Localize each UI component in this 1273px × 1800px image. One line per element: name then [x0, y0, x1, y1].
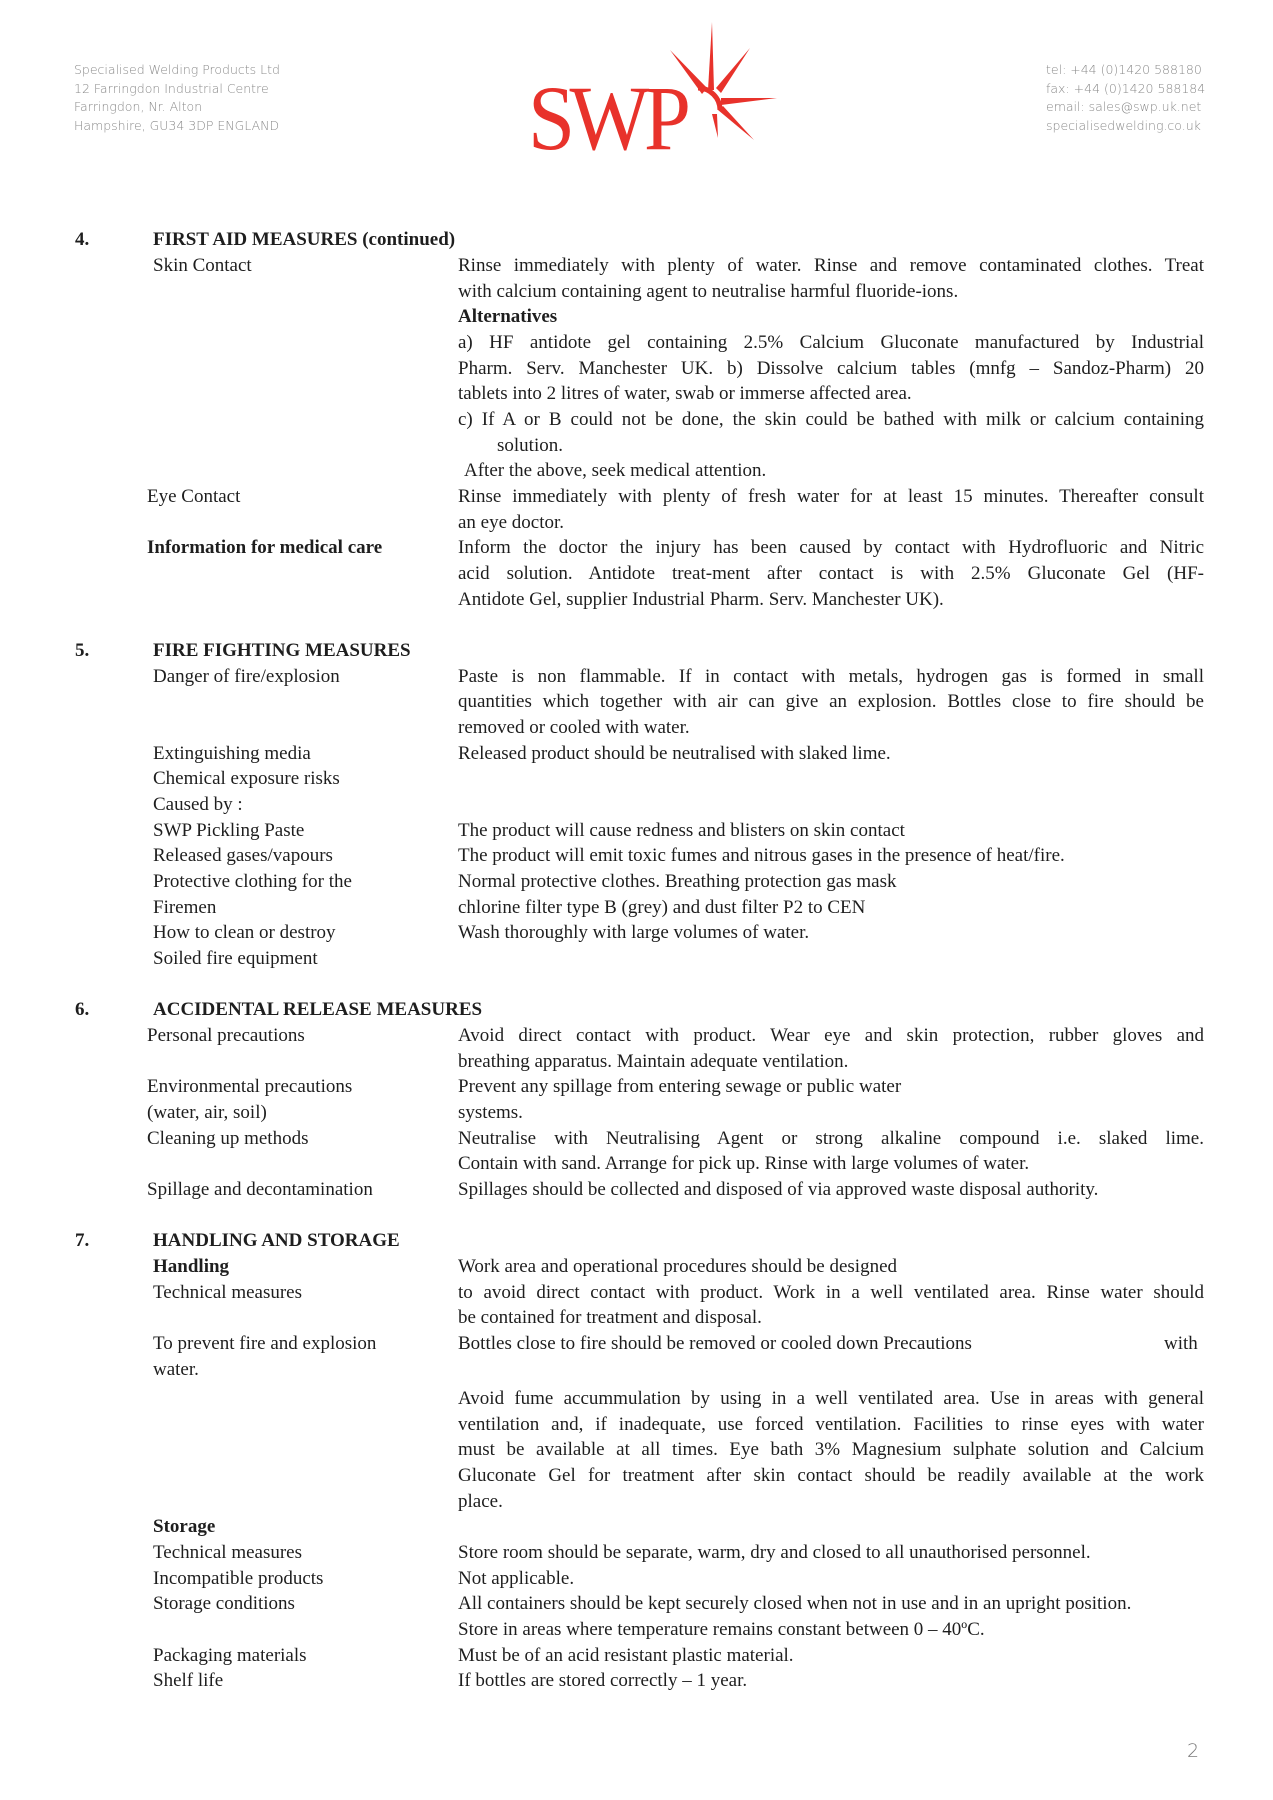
row-value: removed or cooled with water.: [458, 717, 690, 738]
row-label: Packaging materials: [153, 1645, 307, 1666]
logo-text: SWP: [528, 67, 686, 169]
row-label: Personal precautions: [147, 1025, 305, 1046]
row-value: Neutralise with Neutralising Agent or strong alkaline compound i.e. slaked lime.: [458, 1128, 1204, 1149]
row-label: Information for medical care: [147, 537, 383, 558]
section-title: ACCIDENTAL RELEASE MEASURES: [153, 999, 483, 1020]
row-label: Caused by :: [153, 794, 243, 815]
row-label: Storage conditions: [153, 1593, 295, 1614]
row-value: an eye doctor.: [458, 512, 565, 533]
telephone: tel: +44 (0)1420 588180: [1046, 62, 1202, 77]
row-value: Contain with sand. Arrange for pick up. Rinse with large volumes of water.: [458, 1153, 1030, 1174]
row-label: water.: [153, 1359, 199, 1380]
address-line-2: Farringdon, Nr. Alton: [74, 99, 203, 114]
row-value: Avoid fume accummulation by using in a well ventilated area. Use in areas with general: [458, 1388, 1204, 1409]
contact-info: [1046, 61, 1205, 135]
row-label: How to clean or destroy: [153, 922, 336, 943]
section-title: FIRST AID MEASURES (continued): [153, 229, 456, 250]
row-value: Paste is non flammable. If in contact with metals, hydrogen gas is formed in small: [458, 666, 1204, 687]
row-value: be contained for treatment and disposal.: [458, 1307, 762, 1328]
row-value: tablets into 2 litres of water, swab or immerse affected area.: [458, 383, 912, 404]
row-value: Must be of an acid resistant plastic material.: [458, 1645, 794, 1666]
row-value: must be available at all times. Eye bath 3% Magnesium sulphate solution and Calcium: [458, 1439, 1204, 1460]
row-label: SWP Pickling Paste: [153, 820, 305, 841]
row-value: Normal protective clothes. Breathing protection gas mask: [458, 871, 897, 892]
row-value: Wash thoroughly with large volumes of water.: [458, 922, 810, 943]
row-value: Store room should be separate, warm, dry and closed to all unauthorised personnel.: [458, 1542, 1091, 1563]
row-value: Not applicable.: [458, 1568, 575, 1589]
row-value: Antidote Gel, supplier Industrial Pharm. Serv. Manchester UK).: [458, 589, 944, 610]
website-link[interactable]: specialisedwelding.co.uk: [1046, 117, 1201, 133]
fax: fax: +44 (0)1420 588184: [1046, 80, 1206, 96]
row-value: breathing apparatus. Maintain adequate ventilation.: [458, 1051, 849, 1072]
row-value: Rinse immediately with plenty of fresh water for at least 15 minutes. Thereafter consult: [458, 486, 1204, 507]
row-value: Avoid direct contact with product. Wear eye and skin protection, rubber gloves and: [458, 1025, 1204, 1046]
row-value: The product will cause redness and blisters on skin contact: [458, 820, 905, 841]
row-value: Inform the doctor the injury has been caused by contact with Hydrofluoric and Nitric: [458, 537, 1204, 558]
row-value: c) If A or B could not be done, the skin could be bathed with milk or calcium containing: [458, 409, 1204, 430]
row-value: solution.: [497, 435, 563, 456]
row-label: Released gases/vapours: [153, 845, 333, 866]
row-label: Spillage and decontamination: [147, 1179, 373, 1200]
swp-logo: [522, 18, 784, 169]
section-number: 4.: [75, 229, 90, 250]
section-title: HANDLING AND STORAGE: [153, 1230, 400, 1251]
row-label: Protective clothing for the: [153, 871, 352, 892]
subsection-heading: Storage: [153, 1516, 216, 1537]
row-label: Chemical exposure risks: [153, 768, 340, 789]
row-label: Technical measures: [153, 1282, 303, 1303]
row-value: The product will emit toxic fumes and nitrous gases in the presence of heat/fire.: [458, 845, 1065, 866]
row-value: Store in areas where temperature remains constant between 0 – 40ºC.: [458, 1619, 985, 1640]
row-value: Rinse immediately with plenty of water. Rinse and remove contaminated clothes. Treat: [458, 255, 1204, 276]
row-label: Shelf life: [153, 1670, 224, 1691]
row-value: systems.: [458, 1102, 523, 1123]
address-line-3: Hampshire, GU34 3DP ENGLAND: [74, 117, 280, 133]
row-label: Skin Contact: [153, 255, 252, 276]
address-line-1: 12 Farringdon Industrial Centre: [74, 80, 269, 96]
row-label: Environmental precautions: [147, 1076, 353, 1097]
row-value: Work area and operational procedures should be designed: [458, 1256, 898, 1277]
row-value: to avoid direct contact with product. Work in a well ventilated area. Rinse water should: [458, 1282, 1204, 1303]
row-value: with: [1164, 1333, 1198, 1354]
section-number: 6.: [75, 999, 90, 1020]
row-value: Pharm. Serv. Manchester UK. b) Dissolve calcium tables (mnfg – Sandoz-Pharm) 20: [458, 358, 1204, 379]
row-label: Soiled fire equipment: [153, 948, 318, 969]
row-label: Incompatible products: [153, 1568, 324, 1589]
row-value: All containers should be kept securely closed when not in use and in an upright position.: [458, 1593, 1132, 1614]
row-value: ventilation and, if inadequate, use forced ventilation. Facilities to rinse eyes with water: [458, 1414, 1204, 1435]
row-value: chlorine filter type B (grey) and dust filter P2 to CEN: [458, 897, 866, 918]
row-value: Spillages should be collected and disposed of via approved waste disposal authority.: [458, 1179, 1099, 1200]
row-label: Firemen: [153, 897, 217, 918]
section-number: 5.: [75, 640, 90, 661]
row-value: a) HF antidote gel containing 2.5% Calcium Gluconate manufactured by Industrial: [458, 332, 1204, 353]
row-value: Prevent any spillage from entering sewage or public water: [458, 1076, 902, 1097]
row-value: quantities which together with air can give an explosion. Bottles close to fire should be: [458, 691, 1204, 712]
subsection-heading: Handling: [153, 1256, 230, 1277]
row-value: Released product should be neutralised with slaked lime.: [458, 743, 891, 764]
row-label: To prevent fire and explosion: [153, 1333, 377, 1354]
row-label: Cleaning up methods: [147, 1128, 309, 1149]
row-label: Technical measures: [153, 1542, 303, 1563]
company-name: Specialised Welding Products Ltd: [74, 62, 280, 77]
row-value: place.: [458, 1491, 503, 1512]
email-link[interactable]: email: sales@swp.uk.net: [1046, 99, 1202, 114]
row-label: Eye Contact: [147, 486, 241, 507]
section-title: FIRE FIGHTING MEASURES: [153, 640, 411, 661]
row-value: Bottles close to fire should be removed or cooled down Precautions: [458, 1333, 972, 1354]
row-value: After the above, seek medical attention.: [464, 460, 767, 481]
row-label: (water, air, soil): [147, 1102, 267, 1123]
row-value-subheading: Alternatives: [458, 306, 558, 327]
row-value: Gluconate Gel for treatment after skin contact should be readily available at the work: [458, 1465, 1204, 1486]
section-number: 7.: [75, 1230, 90, 1251]
row-label: Danger of fire/explosion: [153, 666, 340, 687]
row-value: with calcium containing agent to neutralise harmful fluoride-ions.: [458, 281, 959, 302]
row-value: acid solution. Antidote treat-ment after contact is with 2.5% Gluconate Gel (HF-: [458, 563, 1204, 584]
row-value: If bottles are stored correctly – 1 year.: [458, 1670, 748, 1691]
row-label: Extinguishing media: [153, 743, 311, 764]
company-address: [74, 61, 280, 135]
page-number: 2: [1187, 1740, 1200, 1762]
